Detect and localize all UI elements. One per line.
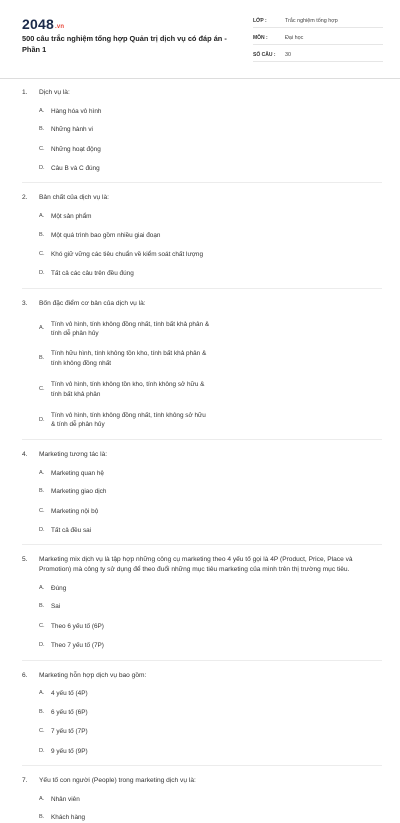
option-text: Một quá trình bao gồm nhiều giai đoạn xyxy=(51,231,161,239)
question-item xyxy=(0,661,400,766)
option-text: Marketing quan hệ xyxy=(51,469,104,477)
option-letter: A. xyxy=(39,795,45,802)
question-number: 7. xyxy=(22,776,28,784)
question-number: 4. xyxy=(22,450,28,458)
question-text: Bản chất của dịch vụ là: xyxy=(39,194,110,202)
option-text: Theo 6 yếu tố (6P) xyxy=(51,622,104,630)
question-item xyxy=(0,289,400,440)
meta-row-subject xyxy=(253,31,383,45)
answer-option[interactable] xyxy=(39,727,211,736)
option-text: Tính vô hình, tính không tồn kho, tính không sở hữu & tính bất khả phân xyxy=(51,381,205,398)
answer-option[interactable] xyxy=(39,250,211,259)
option-letter: C. xyxy=(39,145,45,152)
question-text: Marketing tương tác là: xyxy=(39,450,108,458)
option-text: Câu B và C đúng xyxy=(51,165,100,173)
answer-options xyxy=(22,680,382,756)
option-letter: B. xyxy=(39,814,45,821)
answer-option[interactable] xyxy=(39,526,211,535)
option-text: Marketing nội bộ xyxy=(51,507,99,515)
answer-option[interactable] xyxy=(39,584,211,593)
question-item xyxy=(0,80,400,183)
option-text: 7 yếu tố (7P) xyxy=(51,728,88,736)
option-text: 9 yếu tố (9P) xyxy=(51,747,88,755)
option-text: Tính vô hình, tính không đồng nhất, tính không sở hữu & tính dễ phân hủy xyxy=(51,412,206,429)
option-text: Một sản phẩm xyxy=(51,213,92,221)
option-text: Hàng hóa vô hình xyxy=(51,107,102,115)
option-text: Những hoạt động xyxy=(51,145,101,153)
option-letter: C. xyxy=(39,622,45,629)
option-letter: B. xyxy=(39,708,45,715)
answer-option[interactable] xyxy=(39,145,211,154)
option-text: Tất cả đều sai xyxy=(51,526,92,534)
logo-text: 2048 xyxy=(22,16,54,32)
header-divider xyxy=(0,78,400,79)
answer-option[interactable] xyxy=(39,411,211,430)
answer-option[interactable] xyxy=(39,813,211,822)
question-text: Yếu tố con người (People) trong marketing dịch vụ là: xyxy=(39,776,196,784)
option-text: Tính vô hình, tính không đồng nhất, tính bất khả phân & tính dễ phân hủy xyxy=(51,320,210,338)
option-text: Marketing giao dịch xyxy=(51,488,107,496)
option-text: Đúng xyxy=(51,584,67,592)
meta-value: Trắc nghiệm tổng hợp xyxy=(285,17,338,24)
spacer xyxy=(22,173,382,182)
option-text: 4 yếu tố (4P) xyxy=(51,690,88,698)
option-letter: C. xyxy=(39,507,45,514)
answer-option[interactable] xyxy=(39,689,211,698)
answer-option[interactable] xyxy=(39,708,211,717)
answer-option[interactable] xyxy=(39,164,211,173)
option-text: Sai xyxy=(51,603,61,611)
meta-label: SỐ CÂU : xyxy=(253,51,276,58)
spacer xyxy=(22,535,382,544)
answer-options xyxy=(22,203,382,279)
option-text: Nhân viên xyxy=(51,795,80,803)
question-number: 3. xyxy=(22,299,28,307)
question-header xyxy=(22,667,382,681)
option-letter: B. xyxy=(39,231,45,238)
option-text: Những hành vi xyxy=(51,126,93,134)
meta-label: MÔN : xyxy=(253,34,268,41)
option-letter: C. xyxy=(39,385,45,392)
question-item xyxy=(0,545,400,660)
option-text: Tính hữu hình, tính không tồn kho, tính bất khả phân & tính không đồng nhất xyxy=(51,350,207,367)
answer-options xyxy=(22,575,382,651)
option-text: Khó giữ vững các tiêu chuẩn về kiểm soát chất lượng xyxy=(51,251,204,259)
question-number: 1. xyxy=(22,89,28,96)
question-header xyxy=(22,189,382,203)
option-letter: A. xyxy=(39,690,45,697)
option-letter: A. xyxy=(39,469,45,476)
option-letter: B. xyxy=(39,126,45,133)
answer-option[interactable] xyxy=(39,641,211,650)
option-letter: D. xyxy=(39,416,45,423)
question-text: Marketing hỗn hợp dịch vụ bao gồm: xyxy=(39,671,147,679)
option-letter: C. xyxy=(39,728,45,735)
spacer xyxy=(22,756,382,765)
answer-options xyxy=(22,786,382,823)
answer-option[interactable] xyxy=(39,107,211,116)
answer-option[interactable] xyxy=(39,622,211,631)
question-text: Dịch vụ là: xyxy=(39,89,70,96)
question-header xyxy=(22,295,382,309)
question-header xyxy=(22,84,382,98)
question-item xyxy=(0,766,400,823)
page-header xyxy=(0,0,400,72)
answer-option[interactable] xyxy=(39,349,211,368)
spacer xyxy=(22,430,382,439)
answer-option[interactable] xyxy=(39,747,211,756)
option-text: Tất cả các câu trên đều đúng xyxy=(51,270,134,278)
question-text: Bốn đặc điểm cơ bản của dịch vụ là: xyxy=(39,299,146,307)
answer-option[interactable] xyxy=(39,231,211,240)
document-meta xyxy=(253,14,383,65)
option-letter: B. xyxy=(39,603,45,610)
option-letter: B. xyxy=(39,355,45,362)
meta-value: Đại học xyxy=(285,34,304,41)
meta-value: 30 xyxy=(285,51,291,58)
answer-option[interactable] xyxy=(39,380,211,399)
answer-option[interactable] xyxy=(39,125,211,134)
question-item xyxy=(0,183,400,288)
option-letter: A. xyxy=(39,107,45,114)
answer-options xyxy=(22,460,382,536)
option-letter: D. xyxy=(39,747,45,754)
question-item xyxy=(0,440,400,545)
question-number: 6. xyxy=(22,671,28,679)
answer-option[interactable] xyxy=(39,507,211,516)
option-text: Khách hàng xyxy=(51,814,86,822)
option-letter: C. xyxy=(39,251,45,258)
question-number: 5. xyxy=(22,556,28,564)
answer-option[interactable] xyxy=(39,320,211,339)
answer-options xyxy=(22,309,382,430)
answer-option[interactable] xyxy=(39,487,211,496)
answer-option[interactable] xyxy=(39,212,211,221)
answer-option[interactable] xyxy=(39,795,211,804)
option-letter: A. xyxy=(39,325,45,332)
meta-row-count xyxy=(253,48,383,62)
option-letter: D. xyxy=(39,165,45,172)
option-text: 6 yếu tố (6P) xyxy=(51,708,88,716)
site-logo[interactable] xyxy=(22,16,64,32)
document-title: 500 câu trắc nghiệm tổng hợp Quản trị dịch vụ có đáp án - Phần 1 xyxy=(22,34,227,54)
option-letter: A. xyxy=(39,584,45,591)
spacer xyxy=(22,279,382,288)
question-text: Marketing mix dịch vụ là tập hợp những công cụ marketing theo 4 yếu tố gọi là 4P (Product, Price, Place và Promotion) mà công ty sử dụng để theo đuổi những mục tiêu marketing của mình trên thị trường mục tiêu. xyxy=(39,556,353,574)
option-letter: D. xyxy=(39,526,45,533)
question-header xyxy=(22,772,382,786)
option-letter: D. xyxy=(39,642,45,649)
question-list xyxy=(0,80,400,823)
meta-label: LỚP : xyxy=(253,17,267,24)
question-number: 2. xyxy=(22,194,28,202)
logo-suffix: .vn xyxy=(54,24,65,30)
option-text: Theo 7 yếu tố (7P) xyxy=(51,642,104,650)
spacer xyxy=(22,651,382,660)
option-letter: D. xyxy=(39,270,45,277)
answer-option[interactable] xyxy=(39,602,211,611)
meta-row-class xyxy=(253,14,383,28)
option-letter: B. xyxy=(39,488,45,495)
question-header xyxy=(22,446,382,460)
question-header xyxy=(22,551,382,575)
answer-option[interactable] xyxy=(39,269,211,278)
answer-options xyxy=(22,98,382,174)
option-letter: A. xyxy=(39,213,45,220)
answer-option[interactable] xyxy=(39,469,211,478)
